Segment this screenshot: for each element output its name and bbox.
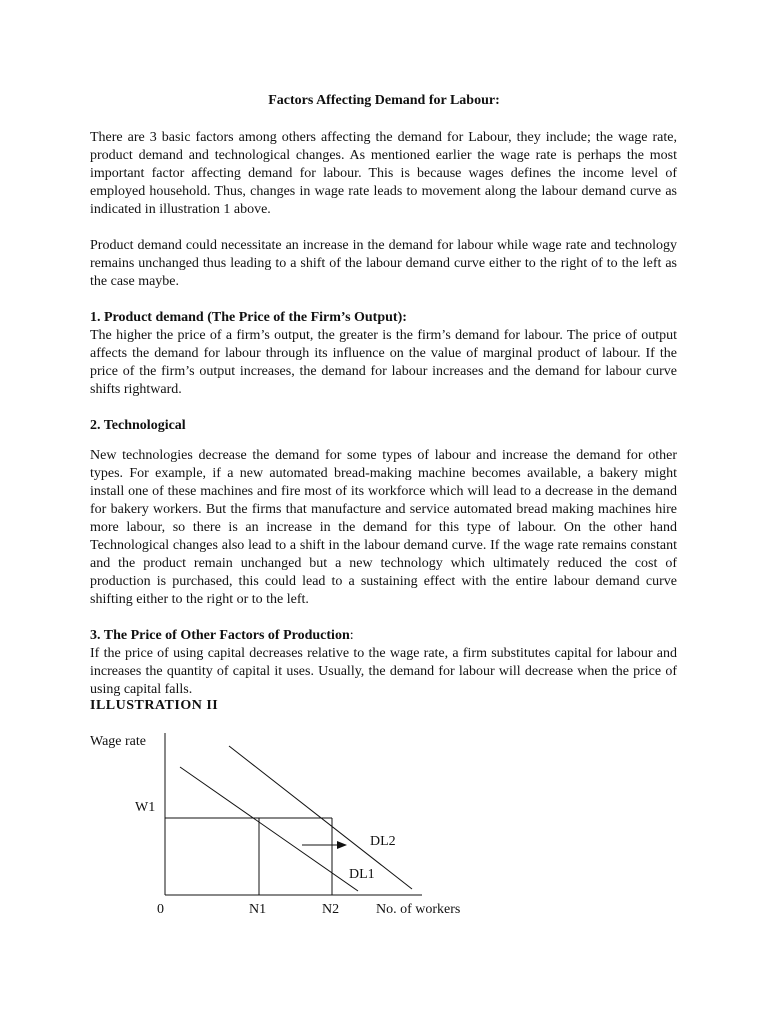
origin-label: 0 [157, 902, 164, 917]
wage-label: W1 [135, 800, 156, 815]
section-heading-product-demand: 1. Product demand (The Price of the Firm’s Output): [90, 310, 407, 325]
y-axis-label: Wage rate [90, 734, 146, 749]
section-heading-colon: : [349, 628, 354, 643]
illustration-title: ILLUSTRATION II [90, 698, 219, 713]
section-heading-other-factors-text: 3. The Price of Other Factors of Production [90, 628, 350, 643]
section-paragraph-other-factors: If the price of using capital decreases relative to the wage rate, a firm substitutes capital for labour and increases the quantity of capital it uses. Usually, the demand for labour will decrease when the price of using capital falls. [90, 646, 677, 697]
curve-dl2-label: DL2 [370, 834, 396, 849]
section-paragraph-technological: New technologies decrease the demand for some types of labour and increase the demand for other types. For example, if a new automated bread-making machine becomes available, a bakery might install one of these machines and fire most of its workforce which will lead to a decrease in the demand for bakery workers. But the firms that manufacture and service automated bread making machines hire more labour, so there is an increase in the demand for this type of labour. On the other hand Technological changes also lead to a shift in the labour demand curve. If the wage rate remains constant and the product remain unchanged but a new technology which ultimately reduced the cost of production is purchased, this could lead to a sustaining effect with the entire labour demand curve shifting either to the right or to the left. [90, 448, 677, 607]
n1-label: N1 [249, 902, 267, 917]
document-title: Factors Affecting Demand for Labour: [268, 93, 500, 108]
curve-dl1-label: DL1 [349, 867, 375, 882]
intro-paragraph-1: There are 3 basic factors among others affecting the demand for Labour, they include; the wage rate, product demand and technological changes. As mentioned earlier the wage rate is perhaps the most important factor affecting demand for labour. This is because wages defines the income level of employed household. Thus, changes in wage rate leads to movement along the labour demand curve as indicated in illustration 1 above. [90, 130, 677, 217]
x-axis-label: No. of workers [376, 902, 461, 917]
section-heading-technological: 2. Technological [90, 418, 186, 433]
demand-curve-dl1 [180, 767, 358, 891]
section-paragraph-product-demand: The higher the price of a firm’s output, the greater is the firm’s demand for labour. The price of output affects the demand for labour through its influence on the value of marginal product of labour. If the price of the firm’s output increases, the demand for labour increases and the demand for labour curve shifts rightward. [90, 328, 677, 397]
n2-label: N2 [322, 902, 340, 917]
intro-paragraph-2: Product demand could necessitate an increase in the demand for labour while wage rate and technology remains unchanged thus leading to a shift of the labour demand curve either to the right of to the left as the case maybe. [90, 238, 677, 289]
